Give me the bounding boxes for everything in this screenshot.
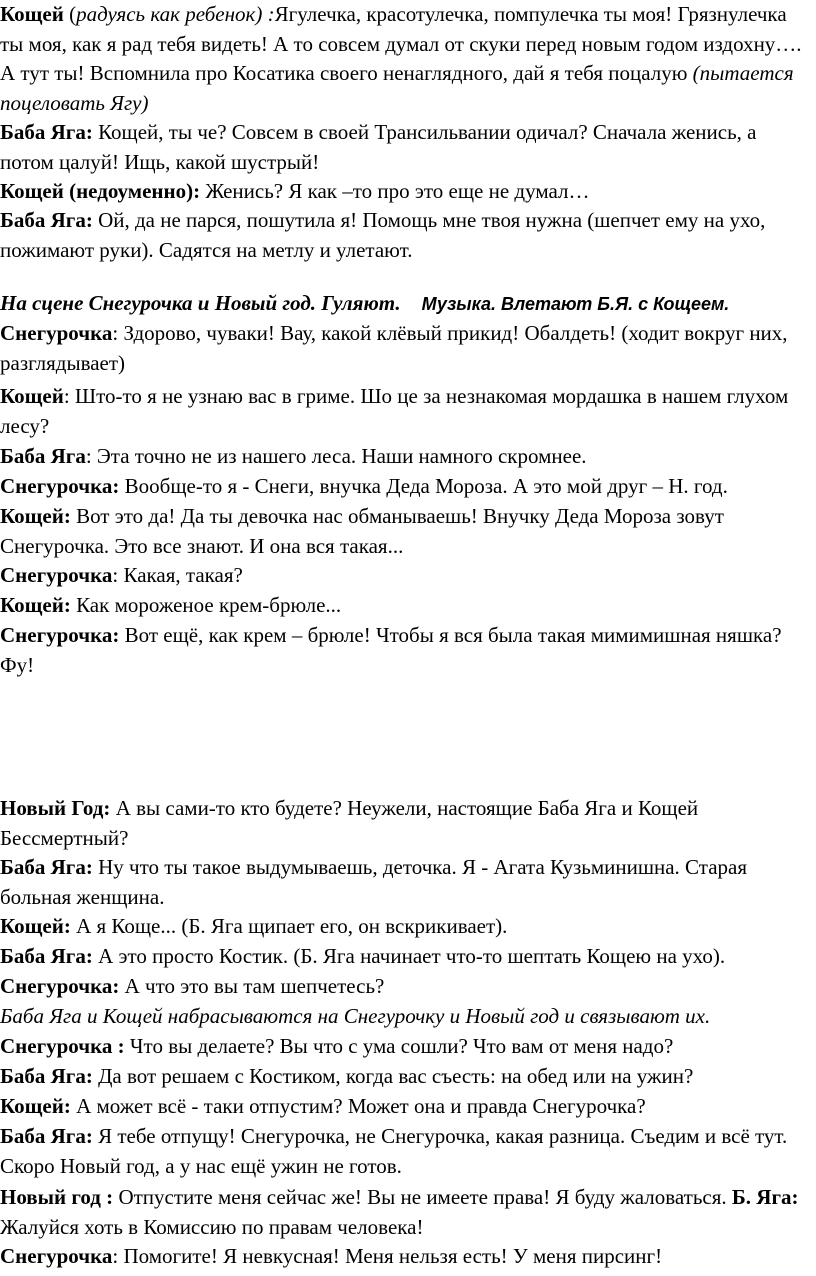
stage-text: Баба Яга и Кощей набрасываются на Снегурочку и Новый год и связывают их. bbox=[0, 1004, 711, 1028]
line-text: Да вот решаем с Костиком, когда вас съесть: на обед или на ужин? bbox=[92, 1064, 694, 1088]
line-snegurochka-3 bbox=[0, 561, 812, 591]
line-text: А может всё - таки отпустим? Может она и правда Снегурочка? bbox=[70, 1094, 646, 1118]
line-text: Ну что ты такое выдумываешь, деточка. Я - Агата Кузьминишна. Старая больная женщина. bbox=[0, 855, 748, 909]
stage-direction: (пытается поцеловать Ягу) bbox=[0, 61, 794, 115]
speaker: Баба Яга: bbox=[0, 120, 93, 144]
speaker: Кощей: bbox=[0, 914, 71, 938]
line-text: А вы сами-то кто будете? Неужели, настоящие Баба Яга и Кощей Бессмертный? bbox=[0, 796, 699, 850]
speaker: Б. Яга: bbox=[731, 1185, 799, 1209]
line-baba-yaga-6 bbox=[0, 1062, 812, 1092]
line-text: Вообще-то я - Снеги, внучка Деда Мороза. А это мой друг – Н. год. bbox=[119, 474, 728, 498]
line-text: Вот это да! Да ты девочка нас обманываешь! Внучку Деда Мороза зовут Снегурочка. Это все знают. И она вся такая... bbox=[0, 504, 724, 558]
speaker: Снегурочка bbox=[0, 1244, 113, 1268]
line-text: Вот ещё, как крем – брюле! Чтобы я вся была такая мимимишная няшка? Фу! bbox=[0, 623, 782, 677]
speaker: Баба Яга: bbox=[0, 1064, 93, 1088]
line-novy-god-1 bbox=[0, 794, 812, 853]
line-baba-yaga-4 bbox=[0, 853, 812, 912]
line-koschey-5 bbox=[0, 591, 812, 621]
line-koschey-6 bbox=[0, 912, 812, 942]
line-text: Отпустите меня сейчас же! Вы не имеете права! Я буду жаловаться. bbox=[113, 1185, 732, 1209]
speaker: Кощей bbox=[0, 384, 64, 408]
line-text: : Помогите! Я невкусная! Меня нельзя есть! У меня пирсинг! bbox=[112, 1244, 663, 1268]
stage-direction-scene bbox=[0, 289, 812, 320]
line-koschey-4 bbox=[0, 502, 812, 561]
speaker: Баба Яга: bbox=[0, 208, 93, 232]
line-snegurochka-2 bbox=[0, 472, 812, 502]
speaker: Кощей: bbox=[0, 504, 71, 528]
line-text: А что это вы там шепчетесь? bbox=[119, 974, 385, 998]
line-snegurochka-1 bbox=[0, 319, 812, 378]
speaker: Кощей: bbox=[0, 1094, 71, 1118]
line-novy-god-2 bbox=[0, 1183, 812, 1242]
line-baba-yaga-3 bbox=[0, 442, 812, 472]
line-snegurochka-4 bbox=[0, 621, 812, 680]
paren: ( bbox=[63, 2, 77, 26]
line-text: Кощей, ты че? Совсем в своей Трансильвании одичал? Сначала женись, а потом цалуй! Ищь, какой шустрый! bbox=[0, 120, 757, 174]
line-text: : Здорово, чуваки! Вау, какой клёвый прикид! Обалдеть! (ходит вокруг них, разглядывает) bbox=[0, 321, 788, 375]
speaker: Снегурочка: bbox=[0, 974, 120, 998]
line-text: А это просто Костик. (Б. Яга начинает что-то шептать Кощею на ухо). bbox=[92, 944, 726, 968]
speaker: Кощей (недоуменно): bbox=[0, 179, 201, 203]
speaker: Баба Яга: bbox=[0, 1124, 93, 1148]
stage-text: На сцене Снегурочка и Новый год. Гуляют. bbox=[0, 291, 401, 315]
stage-direction: радуясь как ребенок) : bbox=[76, 2, 275, 26]
line-koschey-1 bbox=[0, 0, 812, 118]
line-snegurochka-7 bbox=[0, 1242, 812, 1272]
line-text: Что вы делаете? Вы что с ума сошли? Что вам от меня надо? bbox=[124, 1034, 674, 1058]
line-baba-yaga-7 bbox=[0, 1122, 812, 1181]
line-baba-yaga-2 bbox=[0, 206, 812, 265]
line-baba-yaga-5 bbox=[0, 942, 812, 972]
line-koschey-7 bbox=[0, 1092, 812, 1122]
speaker: Снегурочка: bbox=[0, 474, 120, 498]
line-text: Жалуйся хоть в Комиссию по правам человека! bbox=[0, 1214, 424, 1239]
line-baba-yaga-1 bbox=[0, 118, 812, 177]
line-snegurochka-6 bbox=[0, 1032, 812, 1062]
line-text: : Эта точно не из нашего леса. Наши намного скромнее. bbox=[85, 444, 587, 468]
speaker: Кощей: bbox=[0, 593, 71, 617]
line-text: А я Коще... (Б. Яга щипает его, он вскрикивает). bbox=[70, 914, 508, 938]
speaker: Новый Год: bbox=[0, 796, 111, 820]
speaker: Снегурочка bbox=[0, 563, 113, 587]
speaker: Баба Яга bbox=[0, 444, 86, 468]
speaker: Баба Яга: bbox=[0, 944, 93, 968]
line-text: Женись? Я как –то про это еще не думал… bbox=[200, 179, 590, 203]
line-text: : Какая, такая? bbox=[112, 563, 243, 587]
speaker: Кощей bbox=[0, 2, 64, 26]
speaker: Снегурочка : bbox=[0, 1034, 125, 1058]
line-text: Как мороженое крем-брюле... bbox=[70, 593, 342, 617]
line-snegurochka-5 bbox=[0, 972, 812, 1002]
speaker: Баба Яга: bbox=[0, 855, 93, 879]
line-koschey-2 bbox=[0, 177, 812, 207]
line-text: Ой, да не парся, пошутила я! Помощь мне твоя нужна (шепчет ему на ухо, пожимают руки). Садятся на метлу и улетают. bbox=[0, 208, 766, 262]
music-cue: Музыка. Влетают Б.Я. с Кощеем. bbox=[421, 294, 730, 314]
speaker: Снегурочка: bbox=[0, 623, 120, 647]
line-koschey-3 bbox=[0, 382, 812, 441]
speaker: Снегурочка bbox=[0, 321, 113, 345]
speaker: Новый год : bbox=[0, 1185, 114, 1209]
line-text: Ягулечка, красотулечка, помпулечка ты моя! Грязнулечка ты моя, как я рад тебя видеть! А то совсем думал от скуки перед новым годом издохну…. А тут ты! Вспомнила про Косатика своего ненаглядного, дай я тебя поцалую bbox=[0, 2, 802, 85]
line-text: Я тебе отпущу! Снегурочка, не Снегурочка, какая разница. Съедим и всё тут. Скоро Новый год, а у нас ещё ужин не готов. bbox=[0, 1124, 788, 1178]
line-text: : Што-то я не узнаю вас в гриме. Шо це за незнакомая мордашка в нашем глухом лесу? bbox=[0, 384, 789, 438]
stage-direction-attack bbox=[0, 1002, 812, 1032]
